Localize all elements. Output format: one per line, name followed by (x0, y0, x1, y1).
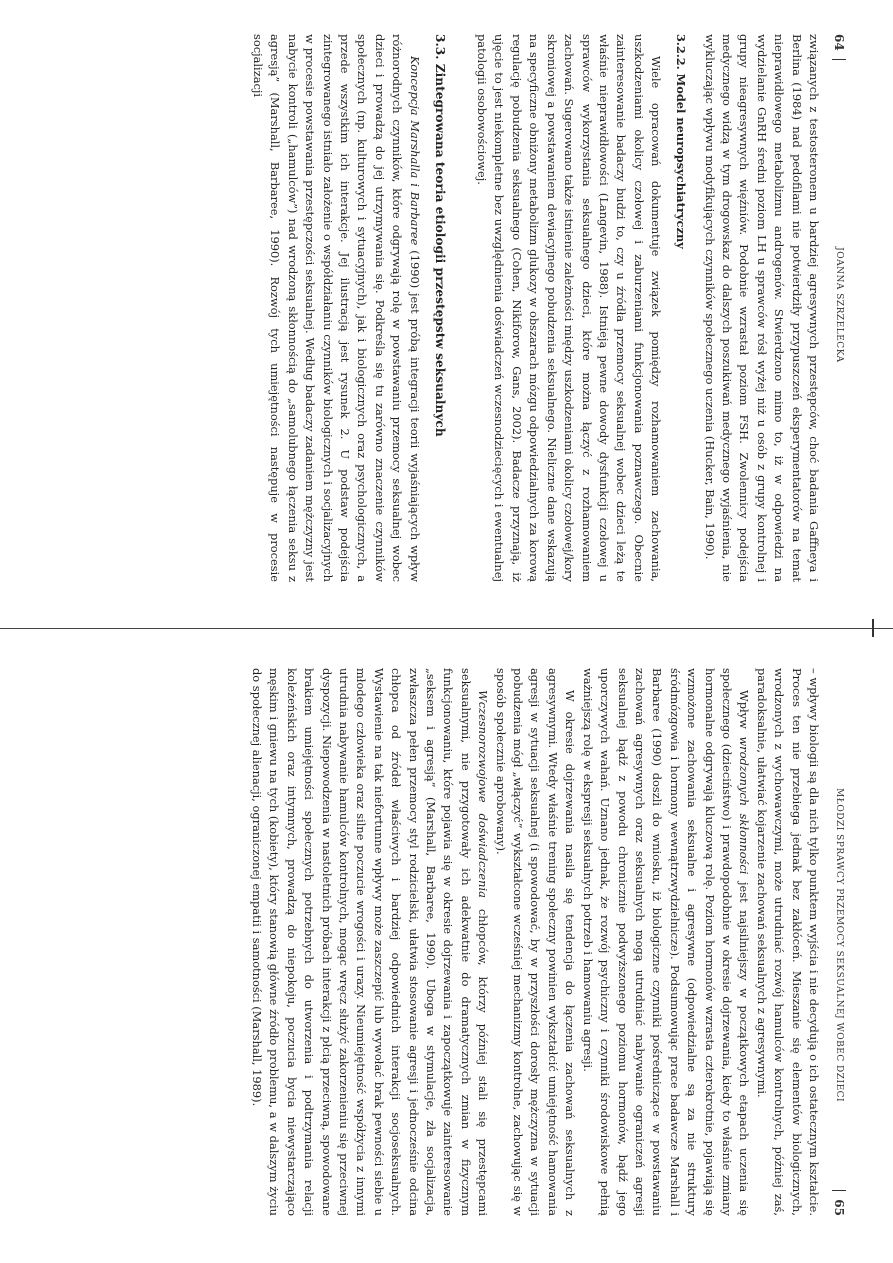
paragraph: W okresie dojrzewania nasila się tendencja do łączenia zachowań seksualnych z agresywnymi. Wtedy właśnie trening społeczny powinien wykształcić umiejętność hamowania agresji w sytuacji seksualnej (i spowodować, by w przyszłości dorosły mężczyzna w sytuacji pobudzenia mógł „włączyć” wykształcone wcześniej mechanizmy kontrolne, zachowując się w sposób społecznie aprobowany). (493, 668, 578, 1216)
page-fold-line (0, 628, 893, 629)
paragraph (249, 34, 423, 582)
paragraph: Wiele opracowań dokumentuje związek pomiędzy rozhamowaniem zachowania, uszkodzeniami okolicy czołowej i zaburzeniami funkcjonowania poznawczego. Obecnie zainteresowanie badaczy budzi to, czy u źródła przemocy seksualnej wobec dzieci leżą te właśnie nieprawidłowości (Langevin, 1988). Istnieją pewne dowody dysfunkcji czołowej u sprawców wykorzystania seksualnego dzieci, które można łączyć z rozhamowaniem zachowań. Sugerowano także istnienie zależności między uszkodzeniami okolicy czołowej/kory skroniowej a powstawaniem dewiacyjnego pobudzenia seksualnego. Nieliczne dane wskazują na specyficzne obniżony metabolizm glukozy w obszarach mózgu odpowiedzialnych za korową regulację pobudzenia seksualnego (Cohen, Nikiforow, Gans, 2002). Badacze przyznają, iż ujęcie to jest niekompletne bez uwzględnienia doświadczeń wczesnodziecięcych i ewentualnej patologii osobowościowej. (475, 34, 664, 582)
running-head-author: JOANNA SZRZELECKA (834, 247, 844, 363)
emphasis: wrodzonych skłonności (737, 736, 752, 875)
paragraph (578, 668, 752, 1216)
running-head (832, 668, 846, 1216)
section-heading: 3.2.2. Model neuropsychiatryczny (674, 34, 689, 249)
section-heading: 3.3. Zintegrowana teoria etiologii przestępstw seksualnych (432, 34, 447, 437)
page-fold-tick (872, 619, 874, 637)
paragraph: – wpływy biologii są dla nich tylko punktem wyjścia i nie decydują o ich ostatecznym kształcie. Proces ten nie przebiega jednak bez zakłóceń. Mieszanie się elementów biologicznych, wrodzonych z wychowawczymi, może utrudniać rozwój hamulców kontrolnych, później zaś, paradoksalnie, ułatwiać kojarzenie zachowań seksualnych z agresywnymi. (754, 668, 821, 1216)
paragraph-text: jest najsilniejszy w początkowych etapach uczenia się społecznego (dzieciństwo) i prawdopodobnie w okresie dojrzewania, kiedy to właśnie zmiany hormonalne odgrywają kluczową rolę. Poziom hormonów wzrasta czterokrotnie, pojawiają się wzmożone zachowania seksualne i agresywne (odpowiedzialne są za nie struktury śródmózgowia i hormony wewnątrzwydzielnicze). Podsumowując prace badawcze Marshall i Barbaree (1990) doszli do wniosku, iż biologiczne czynniki pośredniczące w powstawaniu zachowań agresywnych oraz seksualnych mogą utrudniać nabywanie ograniczeń agresji seksualnej bądź z powodu chronicznie podwyższonego poziomu hormonów, bądź jego uporczywych wahań. Uznano jednak, że rozwój psychiczny i czynniki środowiskowe pełnią ważniejszą rolę w ekspresji seksualnych potrzeb i hamowaniu agresji. (580, 668, 752, 1216)
header-separator (832, 1190, 846, 1191)
page-number: 64 (832, 34, 846, 51)
paragraph-text: Wpływ (737, 690, 752, 737)
page-number: 65 (832, 1199, 846, 1216)
emphasis: Koncepcja Marshalla i Barbaree (407, 56, 422, 246)
page-64 (0, 8, 860, 608)
page-65 (0, 642, 860, 1242)
paragraph: związanych z testosteronem u bardziej agresywnych przestępców, choć badania Gaffneya i Berlina (1984) nad pedofilami nie potwierdziły przypuszczeń eksperymentatorów na temat nieprawidłowego metabolizmu androgenów. Stwierdzono mimo to, iż w odpowiedzi na wydzielanie GnRH średni poziom LH u sprawców rósł wyżej niż u osób z grupy kontrolnej i grupy nieagresywnych więźniów. Podobnie wzrastał poziom FSH. Zwolennicy podejścia medycznego widzą w tym drogowskaz do dalszych poszukiwań medycznego wyjaśnienia, nie wykluczając wpływu modyfikujących czynników społecznego uczenia (Hucker, Bain, 1990). (702, 34, 821, 582)
paragraph (248, 668, 492, 1216)
paragraph-text: (1990) jest próbą integracji teorii wyjaśniających wpływ różnorodnych czynników, które odgrywają rolę w powstawaniu przemocy seksualnej wobec dzieci i prowadzą do jej utrzymywania się. Podkreśla się tu zarówno znaczenie czynników społecznych (np. kulturowych i sytuacyjnych), jak i biologicznych oraz psychologicznych, a przede wszystkim ich interakcje. Jej ilustracją jest rysunek 2. U podstaw podejścia zintegrowanego istniało założenie o współdziałaniu czynników biologicznych i socjalizacyjnych w procesie powstawania przestępczości seksualnej. Według badaczy zadaniem mężczyzny jest nabycie kontroli („hamulców”) nad wrodzoną skłonnością do „samolubnego łączenia seksu z agresją” (Marshall, Barbaree, 1990). Rozwój tych umiejętności następuje w procesie socjalizacji (251, 34, 422, 582)
header-separator (832, 59, 846, 60)
emphasis: Wczesnorozwojowe doświadczenia (476, 690, 491, 898)
running-head (832, 34, 846, 582)
paragraph-text: chłopców, którzy później stali się przestępcami seksualnymi, nie przygotowały ich adekwatnie do dramatycznych zmian w fizycznym funkcjonowaniu, które pojawia się w okresie dojrzewania i zapoczątkowuje zainteresowanie „seksem i agresją” (Marshall, Barbaree, 1990). Uboga w stymulacje, zła socjalizacja, zwłaszcza pełen przemocy styl rodzicielski, ułatwia stosowanie agresji i jednocześnie odcina chłopca od źródeł właściwych i bardziej odpowiednich interakcji socjoseksualnych. Wystawienie na tak niefortunne wpływy może zaszczepić lub wywołać brak pewności siebie u młodego człowieka oraz silne poczucie wrogości i urazy. Nieumiejętność współżycia z innymi utrudnia nabywanie hamulców kontrolnych, mogąc wręcz służyć zakorzenieniu się przeciwnej dyspozycji. Niepowodzenia w nastoletnich próbach interakcji z płcią przeciwną, spowodowane brakiem umiejętności społecznych potrzebnych do utworzenia i podtrzymania relacji koleżeńskich oraz intymnych, prowadzą do niepokoju, poczucia bycia niewystarczająco męskim i gniewu na tych (kobiety), który stanowią główne źródło problemu, a w dalszym życiu do społecznej alienacji, ograniczonej empatii i samotności (Marshall, 1989). (250, 668, 491, 1216)
running-head-title: MŁODZI SPRAWCY PRZEMOCY SEKSUALNEJ WOBEC DZIECI (834, 788, 844, 1103)
